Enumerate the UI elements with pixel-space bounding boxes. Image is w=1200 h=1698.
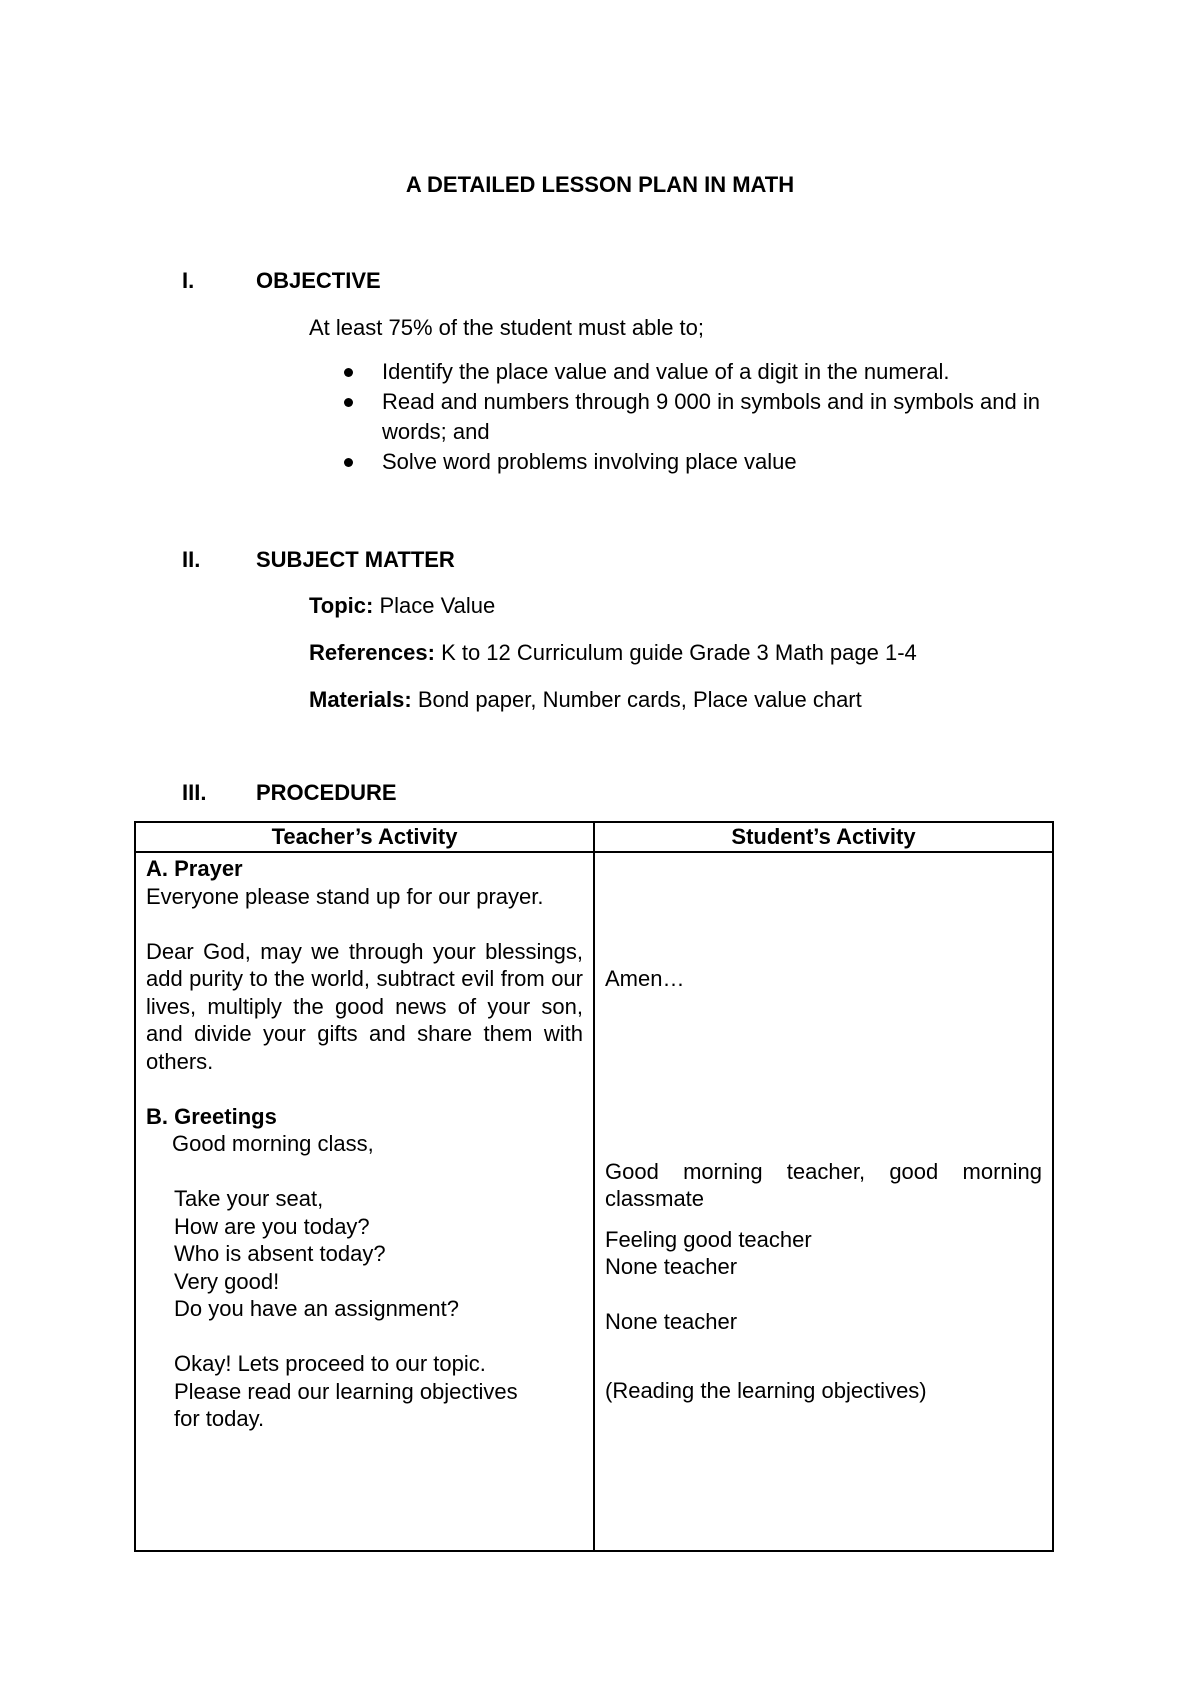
section-number-subject-matter: II.	[182, 547, 201, 572]
table-header-row	[135, 822, 1053, 852]
prayer-heading: A. Prayer	[146, 856, 243, 881]
bullet-icon	[344, 368, 353, 377]
student-activity-cell	[594, 852, 1053, 1551]
objective-intro: At least 75% of the student must able to;	[309, 315, 705, 340]
teacher-line: Please read our learning objectives	[174, 1378, 518, 1404]
objective-list	[338, 357, 1048, 477]
student-line: None teacher	[605, 1254, 738, 1279]
student-line: Good morning teacher, good morning classmate	[605, 1158, 1042, 1211]
student-line: None teacher	[605, 1309, 738, 1334]
teacher-line: How are you today?	[174, 1213, 370, 1239]
teacher-line: for today.	[174, 1406, 265, 1431]
student-line: Feeling good teacher	[605, 1226, 812, 1252]
teacher-activity-cell	[135, 852, 594, 1551]
section-title-procedure: PROCEDURE	[256, 780, 397, 805]
topic-label: Topic:	[309, 593, 374, 618]
list-item: Identify the place value and value of a digit in the numeral.	[338, 357, 1048, 387]
bullet-icon	[344, 398, 353, 407]
student-line: (Reading the learning objectives)	[605, 1378, 927, 1403]
topic-line	[309, 593, 495, 619]
section-title-objective: OBJECTIVE	[256, 268, 381, 293]
table-row	[135, 852, 1053, 1551]
bullet-icon	[344, 458, 353, 467]
section-title-subject-matter: SUBJECT MATTER	[256, 547, 455, 572]
document-title: A DETAILED LESSON PLAN IN MATH	[405, 172, 795, 197]
materials-label: Materials:	[309, 687, 412, 712]
prayer-text: Dear God, may we through your blessings, add purity to the world, subtract evil from our lives, multiply the good news of your son, and divide your gifts and share them with others.	[146, 938, 583, 1074]
topic-value: Place Value	[373, 593, 496, 618]
references-line	[309, 640, 917, 666]
header-student-activity: Student’s Activity	[594, 822, 1053, 852]
teacher-line: Take your seat,	[174, 1186, 324, 1211]
materials-line	[309, 687, 862, 713]
student-line: Amen…	[605, 966, 685, 991]
teacher-line: Do you have an assignment?	[174, 1296, 459, 1321]
teacher-line: Good morning class,	[172, 1131, 374, 1156]
teacher-line: Who is absent today?	[174, 1241, 386, 1266]
references-value: K to 12 Curriculum guide Grade 3 Math page 1-4	[434, 640, 917, 665]
section-number-procedure: III.	[182, 780, 207, 805]
greetings-heading: B. Greetings	[146, 1103, 277, 1129]
list-item: Read and numbers through 9 000 in symbols and in symbols and in words; and	[338, 387, 1048, 447]
header-teacher-activity: Teacher’s Activity	[135, 822, 594, 852]
section-number-objective: I.	[182, 268, 195, 293]
teacher-line: Okay! Lets proceed to our topic.	[174, 1351, 486, 1376]
prayer-intro: Everyone please stand up for our prayer.	[146, 883, 544, 909]
references-label: References:	[309, 640, 435, 665]
teacher-line: Very good!	[174, 1268, 280, 1294]
materials-value: Bond paper, Number cards, Place value chart	[411, 687, 862, 712]
list-item: Solve word problems involving place value	[338, 447, 1048, 477]
procedure-table	[134, 821, 1054, 1552]
